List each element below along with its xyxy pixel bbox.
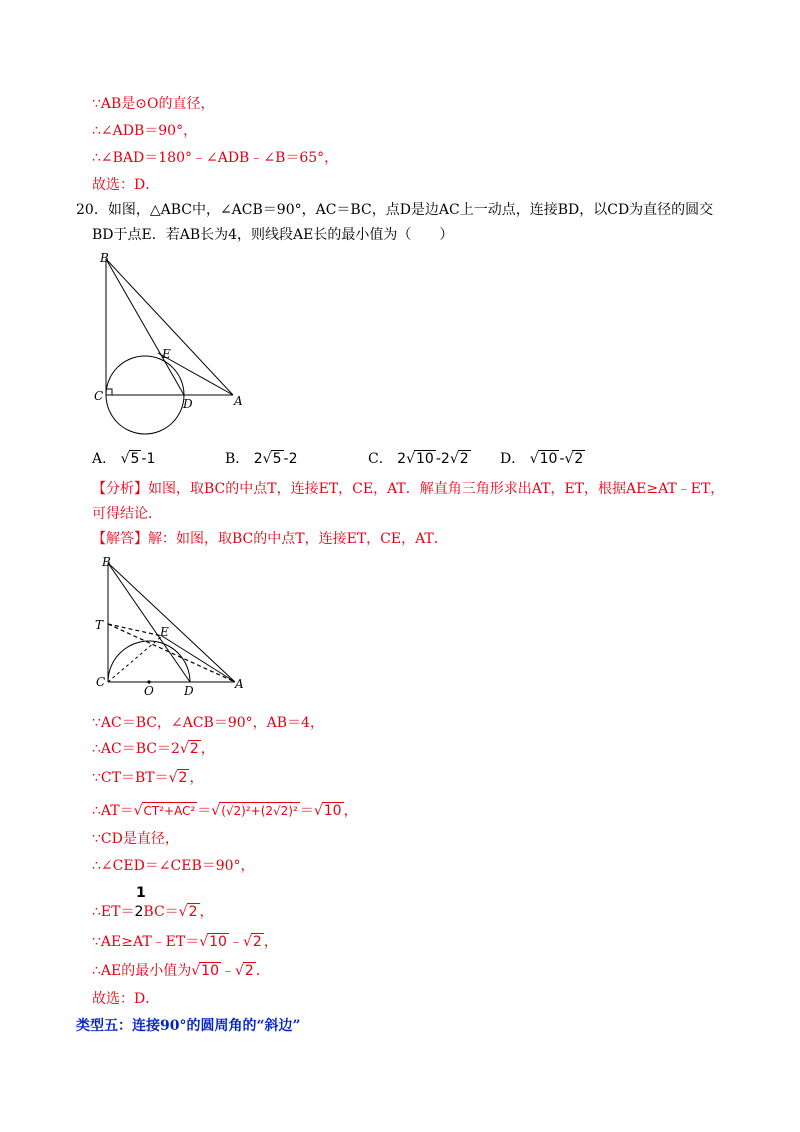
answer-tag: 【解答】 [92,531,148,547]
label-C: C [94,389,104,403]
step-line: ∵CT＝BT＝√2 ， [92,770,204,786]
label-E: E [162,347,171,361]
label-E: E [160,625,169,639]
step-line: 故选：D． [92,991,160,1007]
question-figure [90,250,250,440]
option-b[interactable]: B． 2√5 -2 [225,451,298,467]
solution-line: ∵AB是⊙O的直径， [92,96,215,112]
option-d[interactable]: D． √10 -√2 [500,451,584,467]
step-line: ∴AE的最小值为√10 ﹣√2 ． [92,963,270,979]
analysis-line: 【分析】如图，取BC的中点T，连接ET，CE，AT．解直角三角形求出AT，ET，根据AE≥AT﹣ET， [92,481,725,497]
step-line: ∴ET＝2BC＝√2 ， [92,904,214,920]
section-heading: 类型五：连接90°的圆周角的“斜边” [76,1018,301,1034]
option-a[interactable]: A． √5 -1 [92,451,156,467]
question-line: 20．如图，△ABC中，∠ACB＝90°，AC＝BC，点D是边AC上一动点，连接BD，以CD为直径的圆交 [76,202,714,218]
label-B: B [102,555,111,569]
label-C: C [96,675,106,689]
label-T: T [95,618,104,632]
label-A: A [234,394,243,408]
step-line: ∵AE≥AT﹣ET＝√10 ﹣√2 ， [92,934,278,950]
label-A: A [235,677,244,691]
answer-line: 【解答】解：如图，取BC的中点T，连接ET，CE，AT． [92,531,448,547]
label-B: B [100,251,109,265]
analysis-line: 可得结论． [92,506,162,522]
step-line: ∴AT＝√CT²+AC² ＝√(√2)²+(2√2)² ＝√10 ， [92,803,358,819]
analysis-tag: 【分析】 [92,481,148,497]
label-D: D [184,684,194,698]
answer-figure [90,554,250,702]
step-line: ∵CD是直径， [92,831,179,847]
solution-line: ∴∠ADB＝90°， [92,123,198,139]
fraction-numerator: 1 [136,885,146,901]
solution-line: 故选：D． [92,177,160,193]
option-c[interactable]: C． 2√10 -2√2 [368,451,469,467]
step-line: ∴AC＝BC＝2√2 ， [92,741,215,757]
step-line: ∴∠CED＝∠CEB＝90°， [92,858,255,874]
label-O: O [144,684,154,698]
step-line: ∵AC＝BC，∠ACB＝90°，AB＝4， [92,715,324,731]
question-line: BD于点E．若AB长为4，则线段AE长的最小值为（ ） [92,227,454,243]
solution-line: ∴∠BAD＝180°﹣∠ADB﹣∠B＝65°， [92,150,339,166]
label-D: D [183,397,193,411]
